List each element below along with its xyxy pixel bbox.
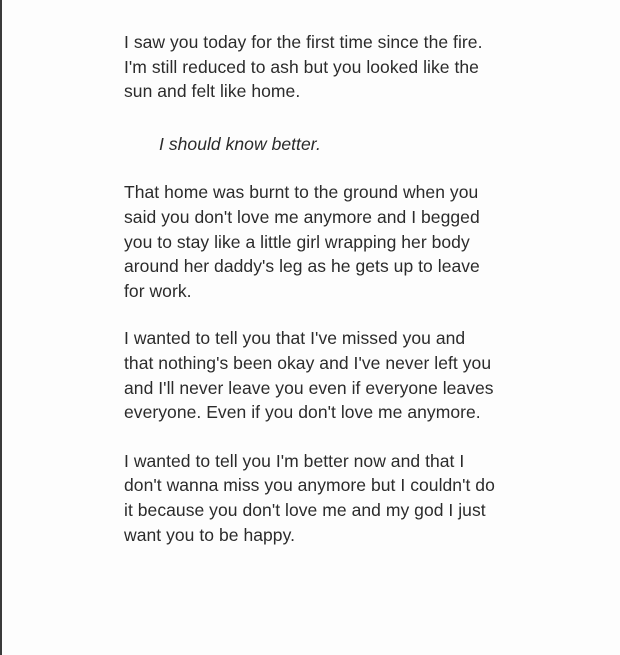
text-line: want you to be happy.: [124, 524, 295, 545]
text-line: it because you don't love me and my god I just: [124, 499, 486, 520]
text-line: around her daddy's leg as he gets up to leave: [124, 256, 480, 277]
paragraph-3: [124, 180, 564, 303]
text-line: and I'll never leave you even if everyone leaves: [124, 377, 494, 398]
paragraph-1: [124, 30, 564, 104]
text-line: everyone. Even if you don't love me anymore.: [124, 402, 481, 423]
text-line: I saw you today for the first time since the fire.: [124, 32, 483, 52]
text-line: I'm still reduced to ash but you looked like the: [124, 56, 479, 77]
text-line: said you don't love me anymore and I begged: [124, 206, 480, 227]
text-line: don't wanna miss you anymore but I couldn't do: [124, 475, 495, 496]
text-line: sun and felt like home.: [124, 81, 301, 102]
text-line: I should know better.: [159, 133, 321, 154]
text-line: I wanted to tell you I'm better now and that I: [124, 450, 465, 471]
text-line: for work.: [124, 280, 192, 301]
poem-text: [124, 30, 564, 547]
text-line: that nothing's been okay and I've never left you: [124, 352, 492, 373]
paragraph-4: [124, 326, 564, 424]
paragraph-italic: [124, 132, 564, 157]
text-line: That home was burnt to the ground when you: [124, 182, 479, 203]
text-line: I wanted to tell you that I've missed you and: [124, 328, 466, 349]
text-line: you to stay like a little girl wrapping her body: [124, 231, 470, 252]
paragraph-5: [124, 449, 564, 547]
